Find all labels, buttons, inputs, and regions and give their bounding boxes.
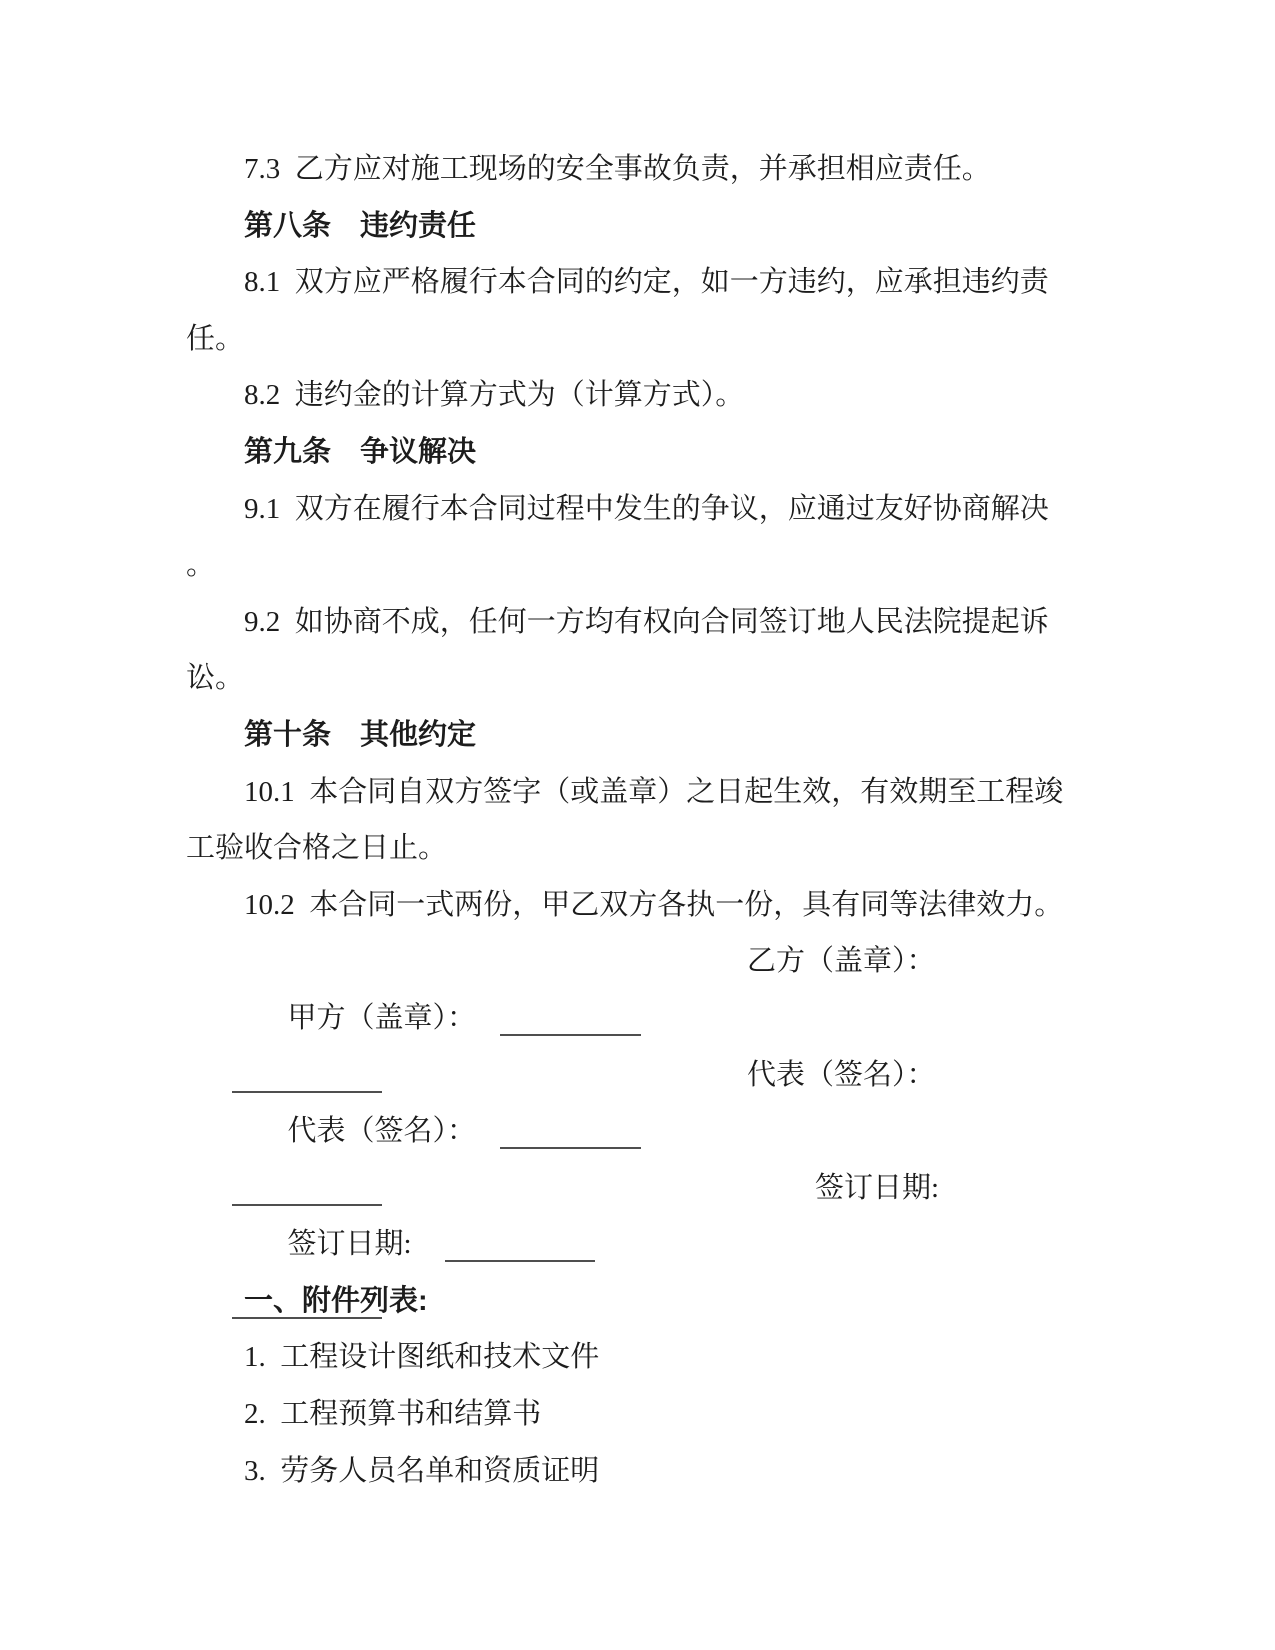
clause-8-1-line-1: 8.1 双方应严格履行本合同的约定，如一方违约，应承担违约责 [244, 266, 1049, 299]
clause-9-2-line-2: 讼。 [186, 662, 245, 695]
signature-representative-row [186, 1047, 1126, 1148]
party-a-date-blank-wrap-row [186, 1216, 1126, 1273]
party-a-date-label: 签订日期: [287, 1228, 419, 1261]
party-a-seal-blank-wrap-row [186, 990, 1126, 1047]
party-b-rep-label: 代表（签名）： [747, 1058, 936, 1091]
article-9-heading: 第九条 争议解决 [244, 435, 477, 468]
clause-10-1-line-1: 10.1 本合同自双方签字（或盖章）之日起生效，有效期至工程竣 [244, 775, 1064, 808]
clause-10-2: 10.2 本合同一式两份，甲乙双方各执一份，具有同等法律效力。 [244, 888, 1064, 921]
clause-10-1-line-2: 工验收合格之日止。 [186, 832, 448, 865]
clause-9-1-line-1: 9.1 双方在履行本合同过程中发生的争议，应通过友好协商解决 [244, 492, 1049, 525]
party-b-seal-label: 乙方（盖章）： [747, 945, 936, 978]
signature-seal-row [186, 933, 1126, 1034]
clause-7-3: 7.3 乙方应对施工现场的安全事故负责，并承担相应责任。 [244, 153, 991, 185]
clause-9-1-line-2: 。 [186, 549, 216, 582]
attachment-item-1: 1. 工程设计图纸和技术文件 [244, 1341, 600, 1374]
clause-8-1-line-2: 任。 [186, 322, 245, 355]
signing-date-row [186, 1160, 1126, 1261]
party-b-date-label: 签订日期: [815, 1171, 940, 1204]
party-a-rep-blank-wrap-row [186, 1103, 1126, 1160]
article-10-heading: 第十条 其他约定 [244, 718, 477, 751]
clause-9-2-line-1: 9.2 如协商不成，任何一方均有权向合同签订地人民法院提起诉 [244, 605, 1049, 638]
clause-8-2: 8.2 违约金的计算方式为（计算方式）。 [244, 379, 745, 412]
attachment-item-2: 2. 工程预算书和结算书 [244, 1398, 542, 1431]
attachment-item-3: 3. 劳务人员名单和资质证明 [244, 1454, 600, 1487]
party-a-rep-label: 代表（签名）： [287, 1115, 477, 1148]
document-body [186, 141, 1126, 1499]
attachments-heading: 一、附件列表: [244, 1284, 428, 1317]
party-a-seal-label: 甲方（盖章）： [287, 1001, 477, 1034]
article-8-heading: 第八条 违约责任 [244, 209, 477, 242]
